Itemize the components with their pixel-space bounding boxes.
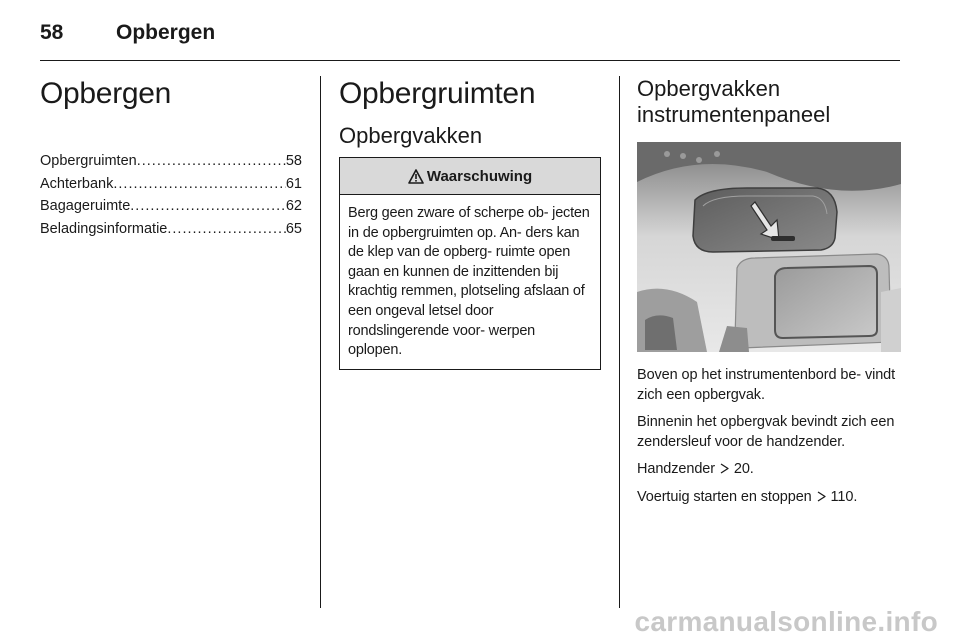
- toc-entry[interactable]: [40, 218, 302, 241]
- warning-text: Berg geen zware of scherpe ob- jecten in de opbergruimten op. An- ders kan de klep van de opberg- ruimte open gaan en kunnen de inzittenden bij krachtig remmen, plotseling afslaan of een ongeval letsel door rondslingerende voor- werpen oplopen.: [348, 205, 590, 359]
- toc-entry-page: 65: [285, 220, 302, 237]
- toc-dot-leader: [113, 173, 286, 196]
- watermark: carmanualsonline.info: [634, 606, 938, 637]
- instrument-panel-storage-photo: [637, 142, 901, 352]
- toc-entry-label: Achterbank: [40, 175, 114, 192]
- page-header: [40, 18, 215, 48]
- panel-paragraph: Boven op het instrumentenbord be- vindt zich een opbergvak.: [637, 367, 896, 403]
- toc-entry-label: Bagageruimte: [40, 198, 131, 214]
- column-divider-1: [320, 76, 321, 608]
- header-rule: [40, 60, 900, 61]
- reference-label: Handzender: [637, 461, 715, 478]
- toc-entry-page: 58: [285, 153, 302, 169]
- page-reference-icon: [720, 463, 729, 474]
- toc-dot-leader: [167, 218, 286, 241]
- page-reference-icon: [817, 491, 826, 502]
- warning-header: [340, 158, 600, 195]
- toc-entry-label: Beladingsinformatie: [40, 220, 168, 237]
- toc-entry[interactable]: [40, 173, 302, 196]
- toc-dot-leader: [130, 195, 286, 218]
- page-number: 58: [40, 21, 64, 44]
- toc-entry[interactable]: [40, 195, 302, 218]
- toc-entry-page: 62: [285, 198, 302, 214]
- section-title: Opbergruimten: [339, 77, 536, 110]
- reference-line[interactable]: [637, 460, 901, 480]
- section-subtitle: Opbergvakken: [339, 123, 483, 148]
- toc-column: [40, 72, 302, 240]
- warning-label: Waarschuwing: [426, 167, 533, 185]
- section-column: [339, 72, 601, 370]
- panel-column: [637, 72, 901, 516]
- reference-label: Voertuig starten en stoppen: [637, 488, 812, 505]
- toc-title: Opbergen: [40, 77, 172, 110]
- toc-dot-leader: [137, 150, 286, 173]
- reference-page: 20.: [733, 461, 754, 478]
- toc-entry-label: Opbergruimten: [40, 153, 137, 169]
- warning-box: [339, 157, 601, 370]
- panel-title: Opbergvakken instrumentenpaneel: [637, 76, 831, 127]
- column-divider-2: [619, 76, 620, 608]
- panel-paragraph: Binnenin het opbergvak bevindt zich een zendersleuf voor de handzender.: [637, 414, 895, 450]
- reference-line[interactable]: [637, 488, 901, 508]
- warning-triangle-icon: [408, 169, 424, 184]
- chapter-title: Opbergen: [116, 21, 216, 44]
- toc-entry-page: 61: [285, 175, 302, 192]
- toc-entry[interactable]: [40, 150, 302, 173]
- reference-page: 110.: [830, 488, 858, 505]
